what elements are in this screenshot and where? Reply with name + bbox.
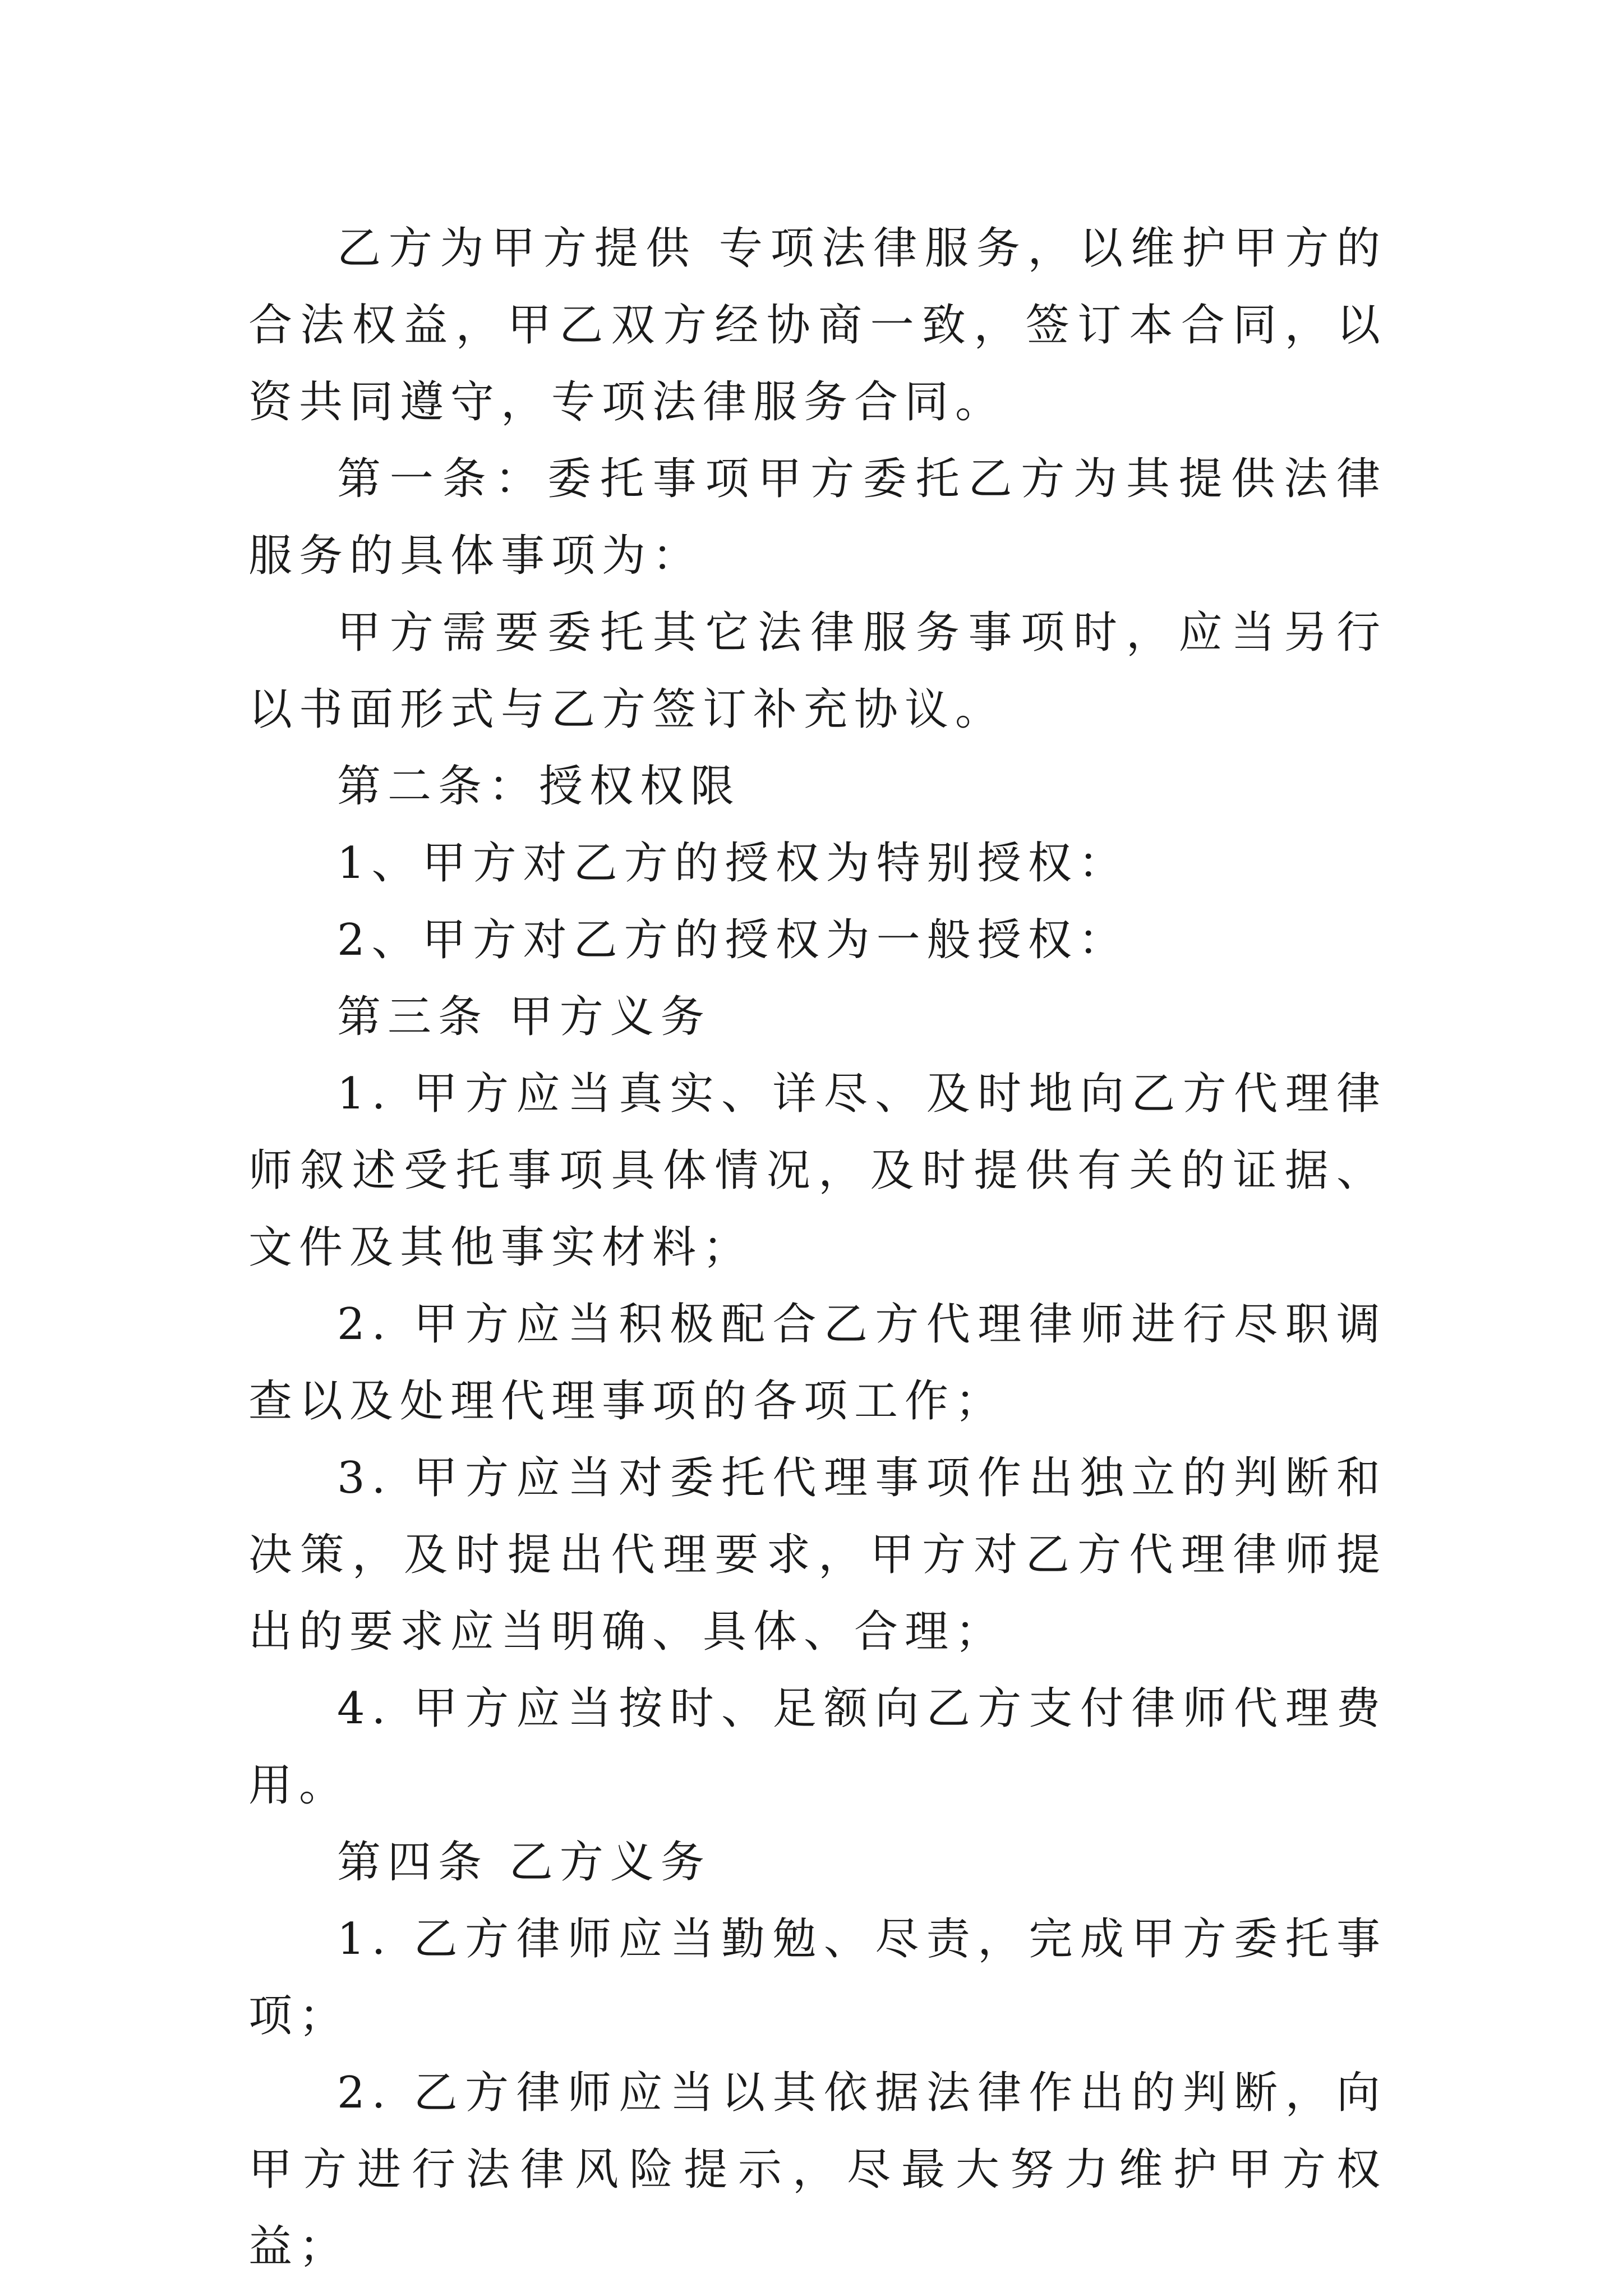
paragraph-party-b-duty-2: 2. 乙方律师应当以其依据法律作出的判断，向甲方进行法律风险提示，尽最大努力维护甲方权益； [248, 2068, 1387, 2272]
paragraph-special-authorization: 1、甲方对乙方的授权为特别授权： [337, 838, 1129, 889]
paragraph-party-a-duty-3: 3. 甲方应当对委托代理事项作出独立的判断和决策，及时提出代理要求，甲方对乙方代理律师提出的要求应当明确、具体、合理； [248, 1453, 1387, 1657]
paragraph-intro: 乙方为甲方提供 专项法律服务，以维护甲方的合法权益，甲乙双方经协商一致，签订本合同，以资共同遵守，专项法律服务合同。 [248, 223, 1387, 427]
paragraph-article-4-heading: 第四条 乙方义务 [337, 1837, 711, 1888]
paragraph-party-a-duty-4: 4. 甲方应当按时、足额向乙方支付律师代理费用。 [248, 1683, 1387, 1811]
paragraph-other-matters: 甲方需要委托其它法律服务事项时，应当另行以书面形式与乙方签订补充协议。 [248, 608, 1387, 735]
paragraph-article-3-heading: 第三条 甲方义务 [337, 992, 711, 1042]
paragraph-general-authorization: 2、甲方对乙方的授权为一般授权： [337, 915, 1129, 965]
paragraph-article-2-heading: 第二条：授权权限 [337, 761, 741, 812]
paragraph-party-b-duty-1: 1. 乙方律师应当勤勉、尽责，完成甲方委托事项； [248, 1914, 1387, 2041]
paragraph-party-a-duty-2: 2. 甲方应当积极配合乙方代理律师进行尽职调查以及处理代理事项的各项工作； [248, 1299, 1387, 1427]
document-body [248, 210, 1387, 2285]
paragraph-article-1: 第一条：委托事项甲方委托乙方为其提供法律服务的具体事项为： [248, 454, 1387, 581]
paragraph-party-a-duty-1: 1. 甲方应当真实、详尽、及时地向乙方代理律师叙述受托事项具体情况，及时提供有关的证据、文件及其他事实材料； [248, 1069, 1387, 1273]
